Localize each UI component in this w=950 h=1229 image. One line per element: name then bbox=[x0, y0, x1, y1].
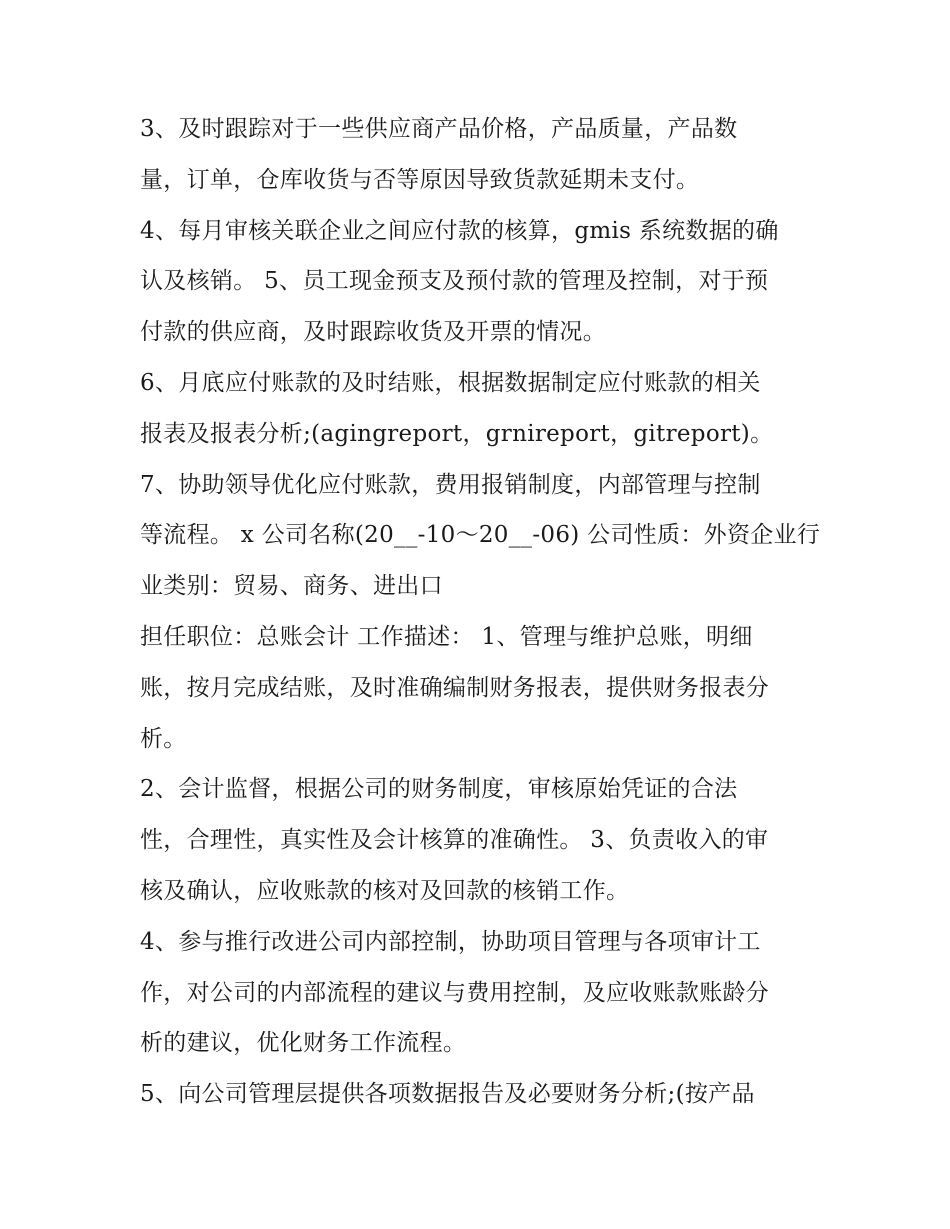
text-line: 核及确认，应收账款的核对及回款的核销工作。 bbox=[140, 877, 630, 904]
text-line: 担任职位：总账会计 工作描述： 1、管理与维护总账，明细 bbox=[140, 623, 753, 650]
text-line: 作，对公司的内部流程的建议与费用控制，及应收账款账龄分 bbox=[140, 979, 770, 1006]
text-line: 业类别：贸易、商务、进出口 bbox=[140, 573, 443, 600]
text-line: 4、每月审核关联企业之间应付款的核算，gmis 系统数据的确 bbox=[140, 217, 779, 244]
text-line: 5、向公司管理层提供各项数据报告及必要财务分析;(按产品 bbox=[140, 1081, 755, 1108]
text-line: 量，订单，仓库收货与否等原因导致货款延期未支付。 bbox=[140, 166, 700, 193]
text-line: 7、协助领导优化应付账款，费用报销制度，内部管理与控制 bbox=[140, 471, 761, 498]
text-line: 2、会计监督，根据公司的财务制度，审核原始凭证的合法 bbox=[140, 776, 738, 803]
text-line: 账，按月完成结账，及时准确编制财务报表，提供财务报表分 bbox=[140, 674, 770, 701]
text-line: 3、及时跟踪对于一些供应商产品价格，产品质量，产品数 bbox=[140, 116, 738, 142]
text-line: 析。 bbox=[140, 725, 187, 752]
text-line: 6、月底应付账款的及时结账，根据数据制定应付账款的相关 bbox=[140, 369, 761, 396]
text-line: 性，合理性，真实性及会计核算的准确性。 3、负责收入的审 bbox=[140, 827, 769, 854]
text-line: 4、参与推行改进公司内部控制，协助项目管理与各项审计工 bbox=[140, 928, 761, 955]
text-line: 报表及报表分析;(agingreport，grnireport，gitreport)。 bbox=[140, 420, 774, 447]
text-line: 付款的供应商，及时跟踪收货及开票的情况。 bbox=[140, 319, 606, 346]
document-body bbox=[140, 104, 820, 1120]
text-line: 认及核销。 5、员工现金预支及预付款的管理及控制，对于预 bbox=[140, 268, 769, 295]
text-line: 析的建议，优化财务工作流程。 bbox=[140, 1030, 467, 1057]
text-line: 等流程。 x 公司名称(20__-10～20__-06) 公司性质：外资企业行 bbox=[140, 522, 821, 549]
